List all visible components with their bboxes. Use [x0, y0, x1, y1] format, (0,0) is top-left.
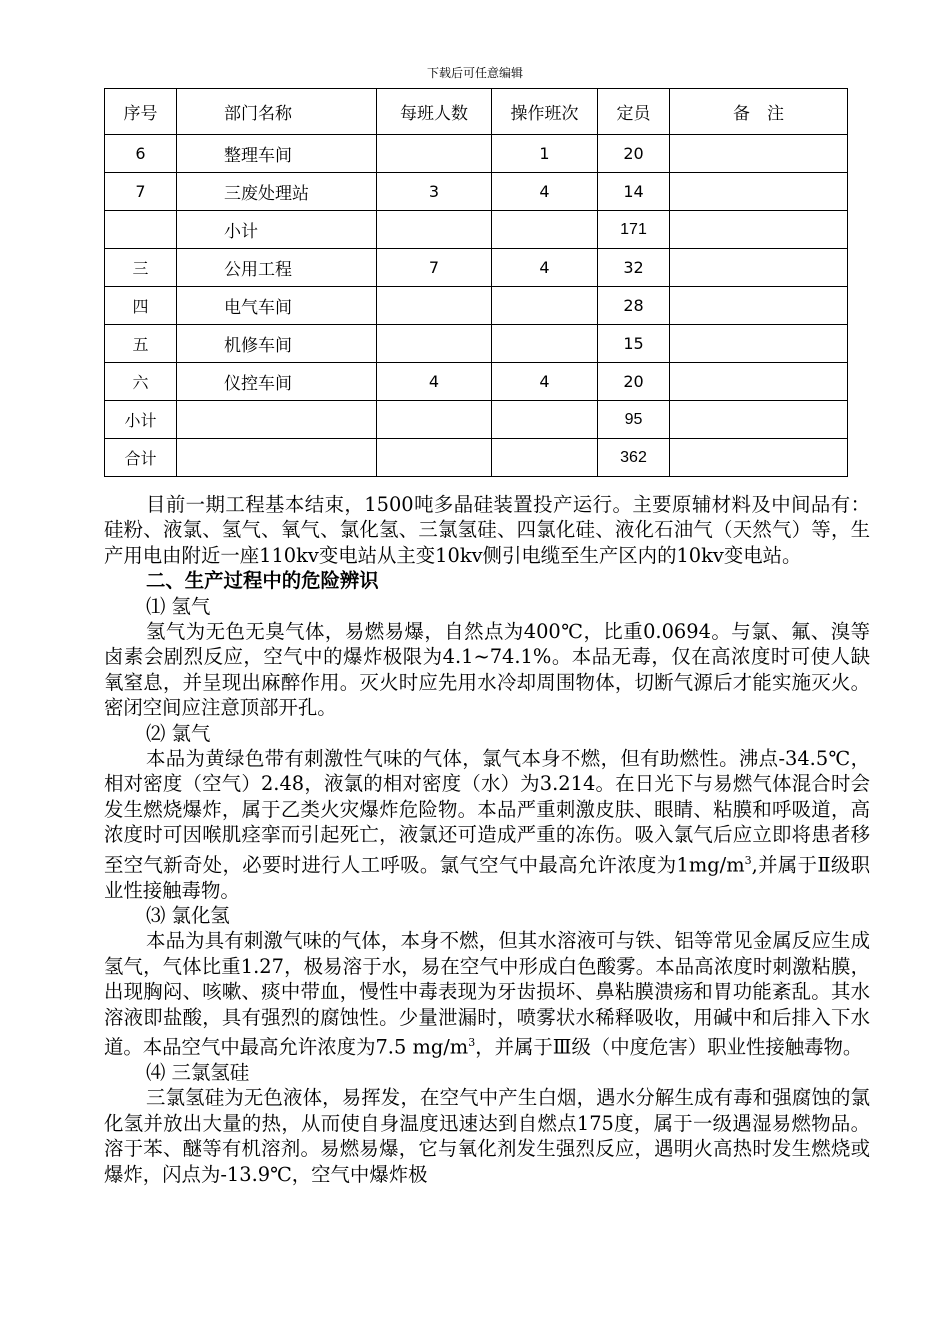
- cell-per-shift: 7: [377, 249, 492, 287]
- cell-note: [670, 173, 848, 211]
- chlorine-heading: ⑵ 氯气: [146, 721, 211, 745]
- table-row: [105, 249, 848, 287]
- col-header-staff: 定员: [598, 89, 670, 135]
- col-header-shifts: 操作班次: [492, 89, 598, 135]
- cell-dept-name: 机修车间: [177, 325, 377, 363]
- chlorine-superscript: 3: [744, 853, 752, 867]
- table-row: [105, 401, 848, 439]
- page-header: 下载后可任意编辑: [426, 66, 523, 80]
- cell-dept-name: 三废处理站: [177, 173, 377, 211]
- cell-no: 合计: [105, 439, 177, 477]
- hydrogen-heading: ⑴ 氢气: [146, 594, 211, 618]
- table-header-row: [105, 89, 848, 135]
- cell-note: [670, 287, 848, 325]
- document-body: [104, 492, 870, 1187]
- staffing-table: [104, 88, 848, 477]
- cell-per-shift: [377, 211, 492, 249]
- cell-shifts: 4: [492, 363, 598, 401]
- cell-staff: 171: [598, 211, 670, 249]
- cell-staff: 28: [598, 287, 670, 325]
- cell-note: [670, 325, 848, 363]
- chlorine-paragraph: [104, 746, 870, 903]
- cell-shifts: 4: [492, 173, 598, 211]
- tcs-paragraph: 三氯氢硅为无色液体，易挥发，在空气中产生白烟，遇水分解生成有毒和强腐蚀的氯化氢并放出大量的热，从而使自身温度迅速达到自燃点175度，属于一级遇湿易燃物品。溶于苯、醚等有机溶剂。易燃易爆，它与氧化剂发生强烈反应，遇明火高热时发生燃烧或爆炸，闪点为-13.9℃，空气中爆炸极: [104, 1086, 870, 1186]
- cell-dept-name: 小计: [177, 211, 377, 249]
- cell-per-shift: [377, 287, 492, 325]
- col-header-dept: 部门名称: [177, 89, 377, 135]
- cell-per-shift: [377, 439, 492, 477]
- cell-dept-name: [177, 401, 377, 439]
- table-row: [105, 287, 848, 325]
- cell-staff: 32: [598, 249, 670, 287]
- table-row: [105, 439, 848, 477]
- cell-note: [670, 439, 848, 477]
- cell-dept-name: [177, 439, 377, 477]
- cell-no: [105, 211, 177, 249]
- cell-per-shift: [377, 401, 492, 439]
- chlorine-text-b: ,并属于Ⅱ级职业性接触毒物。: [104, 853, 871, 902]
- cell-staff: 362: [598, 439, 670, 477]
- cell-per-shift: [377, 135, 492, 173]
- intro-paragraph: 目前一期工程基本结束，1500吨多晶硅装置投产运行。主要原辅材料及中间品有：硅粉、液氯、氢气、氧气、氯化氢、三氯氢硅、四氯化硅、液化石油气（天然气）等，生产用电由附近一座110kv变电站从主变10kv侧引电缆至生产区内的10kv变电站。: [104, 493, 870, 567]
- cell-no: 7: [105, 173, 177, 211]
- cell-per-shift: 4: [377, 363, 492, 401]
- col-header-per-shift: 每班人数: [377, 89, 492, 135]
- cell-note: [670, 401, 848, 439]
- cell-shifts: [492, 325, 598, 363]
- col-header-note: 备 注: [670, 89, 848, 135]
- cell-no: 6: [105, 135, 177, 173]
- table-row: [105, 135, 848, 173]
- cell-note: [670, 135, 848, 173]
- cell-no: 三: [105, 249, 177, 287]
- cell-staff: 95: [598, 401, 670, 439]
- table-row: [105, 211, 848, 249]
- section-heading: 二、生产过程中的危险辨识: [146, 569, 379, 593]
- col-header-no: 序号: [105, 89, 177, 135]
- cell-no: 四: [105, 287, 177, 325]
- cell-shifts: [492, 401, 598, 439]
- cell-shifts: 4: [492, 249, 598, 287]
- cell-shifts: [492, 287, 598, 325]
- cell-staff: 20: [598, 135, 670, 173]
- cell-dept-name: 仪控车间: [177, 363, 377, 401]
- cell-note: [670, 211, 848, 249]
- hcl-text-a: 本品为具有刺激气味的气体，本身不燃，但其水溶液可与铁、铝等常见金属反应生成氢气，气体比重1.27，极易溶于水，易在空气中形成白色酸雾。本品高浓度时刺激粘膜，出现胸闷、咳嗽、痰中带血，慢性中毒表现为牙齿损坏、鼻粘膜溃疡和胃功能紊乱。其水溶液即盐酸，具有强烈的腐蚀性。少量泄漏时，喷雾状水稀释吸收，用碱中和后排入下水道。本品空气中最高允许浓度为7.5 mg/m: [104, 929, 870, 1059]
- cell-shifts: [492, 211, 598, 249]
- chlorine-text-a: 本品为黄绿色带有刺激性气味的气体，氯气本身不燃，但有助燃性。沸点-34.5℃，相对密度（空气）2.48，液氯的相对密度（水）为3.214。在日光下与易燃气体混合时会发生燃烧爆炸，属于乙类火灾爆炸危险物。本品严重刺激皮肤、眼睛、粘膜和呼吸道，高浓度时可因喉肌痉挛而引起死亡，液氯还可造成严重的冻伤。吸入氯气后应立即将患者移至空气新奇处，必要时进行人工呼吸。氯气空气中最高允许浓度为1mg/m: [104, 747, 870, 877]
- table-row: [105, 173, 848, 211]
- hcl-superscript: 3: [468, 1036, 476, 1049]
- cell-per-shift: [377, 325, 492, 363]
- tcs-heading: ⑷ 三氯氢硅: [146, 1060, 250, 1084]
- cell-no: 六: [105, 363, 177, 401]
- cell-dept-name: 电气车间: [177, 287, 377, 325]
- table-row: [105, 363, 848, 401]
- cell-no: 小计: [105, 401, 177, 439]
- cell-note: [670, 363, 848, 401]
- cell-shifts: 1: [492, 135, 598, 173]
- cell-staff: 15: [598, 325, 670, 363]
- hydrogen-paragraph: 氢气为无色无臭气体，易燃易爆，自然点为400℃，比重0.0694。与氯、氟、溴等卤素会剧烈反应，空气中的爆炸极限为4.1~74.1%。本品无毒，仅在高浓度时可使人缺氧窒息，并呈现出麻醉作用。灭火时应先用水冷却周围物体，切断气源后才能实施灭火。密闭空间应注意顶部开孔。: [104, 620, 870, 720]
- cell-no: 五: [105, 325, 177, 363]
- cell-note: [670, 249, 848, 287]
- cell-dept-name: 公用工程: [177, 249, 377, 287]
- hcl-paragraph: [104, 928, 870, 1060]
- hcl-heading: ⑶ 氯化氢: [146, 903, 230, 927]
- cell-staff: 14: [598, 173, 670, 211]
- table-row: [105, 325, 848, 363]
- cell-per-shift: 3: [377, 173, 492, 211]
- hcl-text-b: ，并属于Ⅲ级（中度危害）职业性接触毒物。: [475, 1035, 863, 1059]
- cell-staff: 20: [598, 363, 670, 401]
- cell-shifts: [492, 439, 598, 477]
- cell-dept-name: 整理车间: [177, 135, 377, 173]
